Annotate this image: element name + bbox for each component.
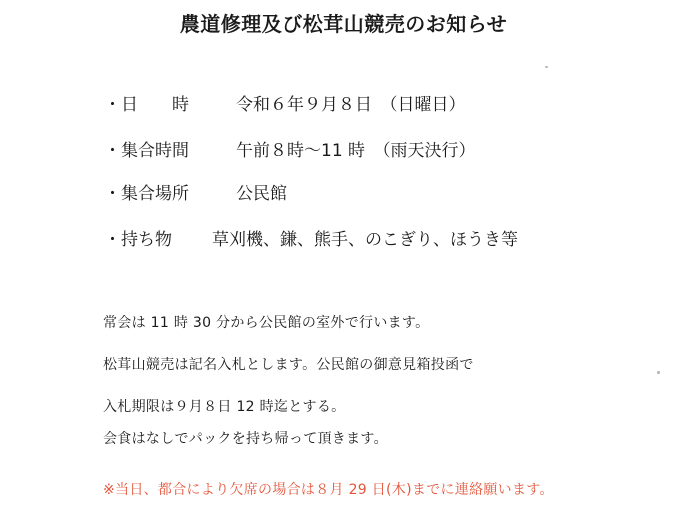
detail-label-date: ・日 時 xyxy=(104,95,189,115)
paragraph-auction: 松茸山競売は記名入札とします。公民館の御意見箱投函で xyxy=(103,357,474,373)
paragraph-deadline: 入札期限は９月８日 12 時迄とする。 xyxy=(103,399,346,415)
detail-value-items: 草刈機、鎌、熊手、のこぎり、ほうき等 xyxy=(212,230,518,250)
detail-value-gathering-time: 午前８時～11 時 （雨天決行） xyxy=(236,141,476,161)
scan-speck xyxy=(545,66,548,68)
detail-label-items: ・持ち物 xyxy=(104,230,172,250)
detail-value-gathering-place: 公民館 xyxy=(236,184,287,204)
paragraph-meal: 会食はなしでパックを持ち帰って頂きます。 xyxy=(103,431,388,447)
detail-label-gathering-time: ・集合時間 xyxy=(104,141,189,161)
scan-speck xyxy=(657,371,660,374)
notice-title: 農道修理及び松茸山競売のお知らせ xyxy=(179,12,508,36)
detail-value-date: 令和６年９月８日 （日曜日） xyxy=(236,95,466,115)
paragraph-meeting: 常会は 11 時 30 分から公民館の室外で行います。 xyxy=(103,315,430,331)
detail-label-gathering-place: ・集合場所 xyxy=(104,184,189,204)
absence-notice: ※当日、都合により欠席の場合は８月 29 日(木)までに連絡願います。 xyxy=(103,482,554,498)
